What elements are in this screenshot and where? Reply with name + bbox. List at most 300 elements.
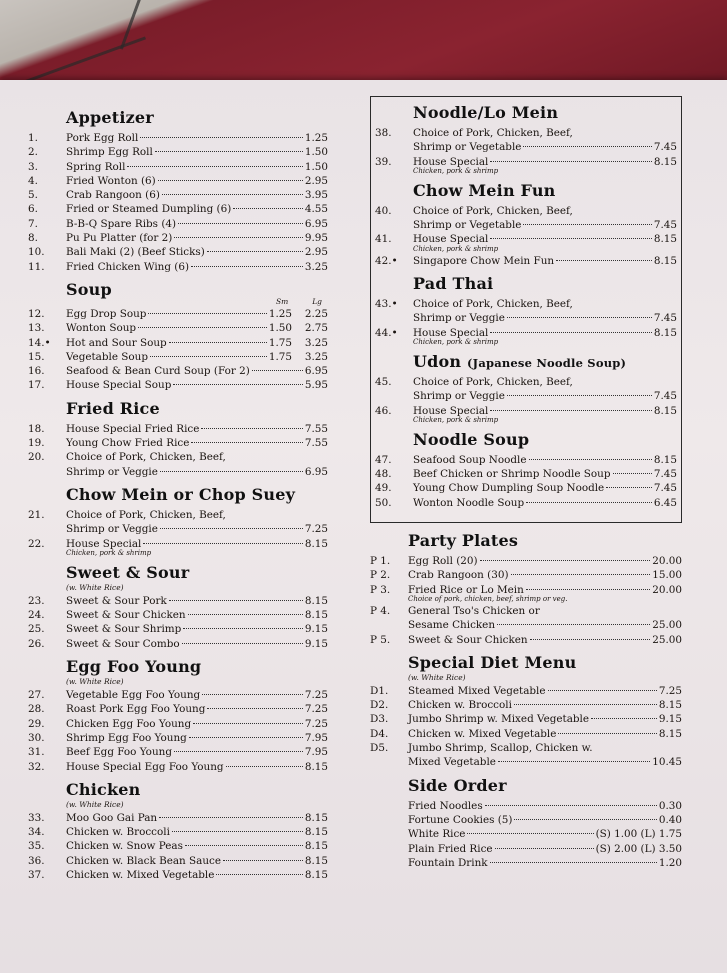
leader-dots bbox=[497, 624, 650, 625]
item-note: Choice of pork, chicken, beef, shrimp or veg. bbox=[408, 594, 568, 603]
item-number: 23. bbox=[28, 594, 45, 607]
menu-item bbox=[28, 378, 328, 392]
menu-item bbox=[28, 174, 328, 188]
item-description: Choice of Pork, Chicken, Beef, bbox=[413, 127, 573, 139]
item-number: D4. bbox=[370, 727, 389, 740]
item-price: 7.45 bbox=[653, 482, 677, 495]
right-column-lower bbox=[370, 531, 682, 870]
menu-item bbox=[375, 453, 677, 467]
egg-foo-young-heading bbox=[66, 657, 328, 676]
leader-dots bbox=[490, 862, 657, 863]
item-number: 20. bbox=[28, 451, 45, 464]
special-diet-heading bbox=[408, 653, 682, 672]
item-number: 21. bbox=[28, 508, 45, 521]
item-name: Chicken w. Broccoli bbox=[408, 699, 512, 712]
menu-item bbox=[370, 842, 682, 856]
item-row bbox=[66, 422, 328, 436]
item-price: 1.50 bbox=[304, 160, 328, 173]
item-row bbox=[408, 618, 682, 632]
menu-item bbox=[28, 868, 328, 882]
item-row bbox=[66, 839, 328, 853]
item-number: 48. bbox=[375, 468, 392, 481]
item-row bbox=[408, 684, 682, 698]
leader-dots bbox=[202, 694, 303, 695]
pad-thai-list bbox=[375, 297, 677, 346]
menu-item bbox=[370, 827, 682, 841]
item-price: 7.25 bbox=[304, 717, 328, 730]
leader-dots bbox=[160, 528, 303, 529]
item-number: D1. bbox=[370, 684, 389, 697]
item-price: 8.15 bbox=[304, 854, 328, 867]
leader-dots bbox=[613, 473, 652, 474]
item-row bbox=[66, 245, 328, 259]
item-row bbox=[66, 260, 328, 274]
item-number: 28. bbox=[28, 703, 45, 716]
menu-item bbox=[375, 481, 677, 495]
item-description: Choice of Pork, Chicken, Beef, bbox=[413, 204, 573, 217]
noodle-soup-list bbox=[375, 453, 677, 510]
right-column bbox=[370, 96, 682, 876]
leader-dots bbox=[523, 224, 651, 225]
item-price: 8.15 bbox=[653, 326, 677, 339]
item-number: 16. bbox=[28, 365, 45, 378]
item-price: 7.55 bbox=[304, 437, 328, 450]
leader-dots bbox=[162, 194, 303, 195]
item-name: B-B-Q Spare Ribs (4) bbox=[66, 217, 177, 230]
item-row bbox=[66, 745, 328, 759]
item-price: 7.25 bbox=[658, 684, 682, 697]
sweet-sour-heading bbox=[66, 563, 328, 582]
item-row bbox=[66, 825, 328, 839]
udon-list bbox=[375, 375, 677, 424]
menu-item bbox=[28, 854, 328, 868]
leader-dots bbox=[507, 317, 652, 318]
item-description: General Tso's Chicken or bbox=[408, 604, 540, 617]
item-number: D5. bbox=[370, 742, 389, 755]
left-column bbox=[28, 108, 328, 888]
leader-dots bbox=[556, 260, 652, 261]
item-price: 1.25 bbox=[304, 132, 328, 144]
soup-list bbox=[28, 307, 328, 393]
leader-dots bbox=[189, 737, 303, 738]
leader-dots bbox=[526, 589, 650, 590]
item-name: Shrimp or Veggie bbox=[66, 523, 158, 536]
section-title: Noodle/Lo Mein bbox=[413, 103, 559, 122]
item-price: (S) 1.00 (L) 1.75 bbox=[595, 828, 682, 841]
leader-dots bbox=[185, 845, 303, 846]
section-title: Chow Mein Fun bbox=[413, 180, 556, 200]
item-number: 3. bbox=[28, 160, 38, 173]
menu-item bbox=[28, 839, 328, 853]
section-title: Noodle Soup bbox=[413, 429, 530, 449]
item-price: 7.25 bbox=[304, 703, 328, 716]
leader-dots bbox=[191, 442, 302, 443]
item-row bbox=[66, 188, 328, 202]
item-price: 7.55 bbox=[304, 422, 328, 435]
item-price: 5.95 bbox=[304, 379, 328, 392]
item-name: Shrimp or Vegetable bbox=[413, 219, 522, 232]
section-title: Side Order bbox=[408, 775, 507, 795]
item-number: 8. bbox=[28, 232, 38, 245]
party-plates-list bbox=[370, 554, 682, 647]
item-number: 30. bbox=[28, 731, 45, 744]
leader-dots bbox=[174, 751, 303, 752]
item-row bbox=[66, 336, 328, 350]
item-name: House Special Fried Rice bbox=[66, 422, 200, 435]
leader-dots bbox=[148, 313, 266, 314]
menu-item bbox=[370, 741, 682, 770]
item-price: 7.45 bbox=[653, 219, 677, 232]
section-title: Fried Rice bbox=[66, 398, 160, 418]
item-number: 46. bbox=[375, 404, 392, 417]
item-price: 8.15 bbox=[653, 453, 677, 466]
section-title: Egg Foo Young bbox=[66, 657, 202, 677]
item-name: Fried Rice or Lo Mein bbox=[408, 583, 524, 596]
item-price: 8.15 bbox=[304, 594, 328, 607]
item-name: Crab Rangoon (6) bbox=[66, 189, 160, 202]
appetizer-heading bbox=[66, 108, 328, 127]
item-price: 1.50 bbox=[268, 322, 292, 335]
item-row bbox=[66, 378, 328, 392]
item-name: House Special bbox=[413, 326, 489, 339]
side-order-list bbox=[370, 799, 682, 870]
item-price: 6.45 bbox=[653, 496, 677, 509]
item-price: 7.45 bbox=[653, 312, 677, 325]
item-row bbox=[408, 727, 682, 741]
menu-item bbox=[375, 496, 677, 510]
item-name: Sweet & Sour Combo bbox=[66, 637, 180, 650]
menu-item bbox=[375, 254, 677, 268]
leader-dots bbox=[182, 643, 303, 644]
item-row bbox=[66, 622, 328, 636]
leader-dots bbox=[490, 238, 651, 239]
item-name: Chicken w. Mixed Vegetable bbox=[66, 868, 215, 881]
item-price: 8.15 bbox=[304, 537, 328, 550]
menu-item bbox=[28, 364, 328, 378]
item-price: 8.15 bbox=[304, 868, 328, 881]
menu-item bbox=[28, 450, 328, 479]
leader-dots bbox=[548, 690, 657, 691]
leader-dots bbox=[467, 833, 593, 834]
menu-item bbox=[28, 637, 328, 651]
leader-dots bbox=[138, 327, 267, 328]
leader-dots bbox=[207, 251, 303, 252]
item-name: Sweet & Sour Chicken bbox=[408, 633, 528, 646]
item-name: Shrimp Egg Roll bbox=[66, 146, 153, 159]
item-number: 4. bbox=[28, 174, 38, 187]
item-description: Choice of Pork, Chicken, Beef, bbox=[413, 298, 573, 311]
item-name: Bali Maki (2) (Beef Sticks) bbox=[66, 246, 205, 259]
item-price: 7.45 bbox=[653, 468, 677, 481]
item-price: 7.25 bbox=[304, 689, 328, 702]
item-price: 7.95 bbox=[304, 746, 328, 759]
item-price: 3.25 bbox=[304, 260, 328, 273]
leader-dots bbox=[183, 628, 303, 629]
item-price: 9.15 bbox=[304, 623, 328, 636]
leader-dots bbox=[150, 356, 267, 357]
item-price: 9.15 bbox=[304, 637, 328, 650]
item-price: 2.95 bbox=[304, 246, 328, 259]
item-name: Beef Chicken or Shrimp Noodle Soup bbox=[413, 468, 611, 481]
leader-dots bbox=[140, 137, 303, 138]
item-number: 31. bbox=[28, 746, 45, 759]
item-note: Chicken, pork & shrimp bbox=[66, 548, 152, 557]
leader-dots bbox=[226, 766, 303, 767]
item-name: Shrimp or Veggie bbox=[413, 390, 505, 403]
leader-dots bbox=[498, 761, 650, 762]
item-row bbox=[413, 389, 677, 403]
chow-mein-fun-list bbox=[375, 204, 677, 268]
item-name: White Rice bbox=[408, 828, 466, 841]
item-price: 7.45 bbox=[653, 390, 677, 403]
item-price: (S) 2.00 (L) 3.50 bbox=[595, 842, 682, 855]
menu-item bbox=[28, 350, 328, 364]
leader-dots bbox=[606, 487, 652, 488]
item-row bbox=[413, 481, 677, 495]
menu-item bbox=[370, 712, 682, 726]
menu-item bbox=[28, 717, 328, 731]
item-row bbox=[408, 842, 682, 856]
item-price: 8.15 bbox=[304, 811, 328, 824]
item-price: 7.25 bbox=[304, 523, 328, 536]
item-row bbox=[66, 202, 328, 216]
item-name: Moo Goo Gai Pan bbox=[66, 811, 158, 824]
item-row bbox=[408, 799, 682, 813]
menu-item bbox=[28, 188, 328, 202]
section-title: Appetizer bbox=[66, 108, 154, 127]
leader-dots bbox=[495, 848, 594, 849]
item-number: 25. bbox=[28, 623, 45, 636]
leader-dots bbox=[127, 166, 302, 167]
leader-dots bbox=[173, 384, 302, 385]
menu-item bbox=[28, 594, 328, 608]
item-name: Spring Roll bbox=[66, 160, 126, 173]
menu-item bbox=[28, 160, 328, 174]
party-plates-heading bbox=[408, 531, 682, 550]
item-name: Seafood Soup Noodle bbox=[413, 453, 527, 466]
item-name: Pork Egg Roll bbox=[66, 132, 139, 144]
menu-item bbox=[28, 731, 328, 745]
item-name: Fortune Cookies (5) bbox=[408, 813, 513, 826]
item-price-large: 2.25 bbox=[304, 307, 328, 320]
item-price: 8.15 bbox=[304, 826, 328, 839]
menu-page bbox=[0, 80, 727, 973]
menu-item bbox=[28, 760, 328, 774]
item-price: 1.20 bbox=[658, 856, 682, 869]
item-row bbox=[66, 217, 328, 231]
item-row bbox=[413, 254, 677, 268]
menu-item bbox=[28, 260, 328, 274]
menu-item bbox=[370, 813, 682, 827]
item-name: Beef Egg Foo Young bbox=[66, 746, 172, 759]
section-title: Chow Mein or Chop Suey bbox=[66, 484, 296, 504]
item-row bbox=[66, 350, 328, 364]
item-name: Chicken w. Mixed Vegetable bbox=[408, 727, 557, 740]
section-title: Party Plates bbox=[408, 531, 519, 551]
leader-dots bbox=[252, 370, 303, 371]
chow-mein-list bbox=[28, 508, 328, 557]
item-name: House Special bbox=[413, 155, 489, 168]
menu-item bbox=[28, 321, 328, 335]
item-row bbox=[413, 218, 677, 232]
menu-item bbox=[370, 554, 682, 568]
leader-dots bbox=[507, 395, 652, 396]
leader-dots bbox=[485, 805, 657, 806]
section-note: (w. White Rice) bbox=[66, 799, 124, 809]
tabletop-background bbox=[0, 0, 727, 90]
pad-thai-heading bbox=[413, 274, 677, 293]
item-price: 25.00 bbox=[652, 633, 682, 646]
item-number: P 4. bbox=[370, 604, 391, 617]
size-label: Lg bbox=[312, 296, 322, 306]
item-row bbox=[413, 453, 677, 467]
item-name: Sweet & Sour Chicken bbox=[66, 609, 186, 622]
item-number: 37. bbox=[28, 868, 45, 881]
item-row bbox=[66, 811, 328, 825]
size-label: Sm bbox=[275, 296, 289, 306]
item-name: Sweet & Sour Pork bbox=[66, 594, 167, 607]
item-number: 7. bbox=[28, 217, 38, 230]
leader-dots bbox=[233, 208, 303, 209]
section-title: Sweet & Sour bbox=[66, 562, 190, 582]
item-number: 29. bbox=[28, 717, 45, 730]
item-number: D3. bbox=[370, 713, 389, 726]
item-row bbox=[66, 307, 328, 321]
item-price: 1.50 bbox=[304, 146, 328, 159]
item-row bbox=[66, 231, 328, 245]
item-row bbox=[66, 637, 328, 651]
noodle-soup-heading bbox=[413, 430, 677, 449]
item-name: Fountain Drink bbox=[408, 856, 488, 869]
item-name: Young Chow Fried Rice bbox=[66, 437, 190, 450]
menu-item bbox=[375, 232, 677, 252]
chow-mein-heading bbox=[66, 485, 328, 504]
leader-dots bbox=[514, 819, 656, 820]
item-name: House Special bbox=[66, 537, 142, 550]
menu-item bbox=[375, 326, 677, 346]
leader-dots bbox=[155, 151, 303, 152]
item-row bbox=[66, 594, 328, 608]
item-row bbox=[408, 755, 682, 769]
item-row bbox=[408, 712, 682, 726]
item-number: 34. bbox=[28, 826, 45, 839]
item-name: Vegetable Egg Foo Young bbox=[66, 689, 201, 702]
menu-item bbox=[370, 568, 682, 582]
leader-dots bbox=[591, 718, 657, 719]
item-row bbox=[66, 131, 328, 145]
item-number: 6. bbox=[28, 203, 38, 216]
item-number: 1. bbox=[28, 132, 38, 144]
item-number: 5. bbox=[28, 189, 38, 202]
menu-item bbox=[370, 583, 682, 603]
item-row bbox=[66, 608, 328, 622]
chow-mein-fun-heading bbox=[413, 181, 677, 200]
item-description: Jumbo Shrimp, Scallop, Chicken w. bbox=[408, 742, 593, 755]
item-price-large: 2.75 bbox=[304, 322, 328, 335]
leader-dots bbox=[188, 614, 303, 615]
item-price: 9.95 bbox=[304, 232, 328, 245]
leader-dots bbox=[160, 471, 303, 472]
item-row bbox=[408, 856, 682, 870]
menu-item bbox=[28, 217, 328, 231]
menu-item bbox=[28, 245, 328, 259]
item-price: 8.15 bbox=[653, 254, 677, 267]
item-price: 8.15 bbox=[653, 155, 677, 168]
section-title: Soup bbox=[66, 279, 112, 299]
item-name: Roast Pork Egg Foo Young bbox=[66, 703, 206, 716]
item-row bbox=[66, 731, 328, 745]
noodle-lo-mein-heading bbox=[413, 103, 677, 122]
leader-dots bbox=[174, 237, 303, 238]
item-name: Fried Wonton (6) bbox=[66, 174, 156, 187]
item-price-large: 3.25 bbox=[304, 350, 328, 363]
fried-rice-list bbox=[28, 422, 328, 479]
item-row bbox=[408, 554, 682, 568]
item-note: Chicken, pork & shrimp bbox=[413, 244, 499, 253]
menu-item bbox=[28, 336, 328, 350]
item-number: 13. bbox=[28, 322, 45, 335]
item-row bbox=[408, 698, 682, 712]
item-number: P 2. bbox=[370, 569, 391, 582]
menu-item bbox=[370, 604, 682, 633]
item-number: 10. bbox=[28, 246, 45, 259]
item-name: Chicken Egg Foo Young bbox=[66, 717, 192, 730]
item-price: 1.75 bbox=[268, 350, 292, 363]
item-row bbox=[66, 760, 328, 774]
item-name: Chicken w. Black Bean Sauce bbox=[66, 854, 222, 867]
item-price: 8.15 bbox=[653, 233, 677, 246]
item-number: 27. bbox=[28, 689, 45, 702]
item-row bbox=[66, 522, 328, 536]
leader-dots bbox=[216, 874, 302, 875]
menu-item bbox=[28, 202, 328, 216]
section-title: Special Diet Menu bbox=[408, 652, 577, 672]
section-note: (w. White Rice) bbox=[66, 582, 124, 592]
item-price: 1.75 bbox=[268, 336, 292, 349]
menu-item bbox=[28, 825, 328, 839]
item-price: 6.95 bbox=[304, 365, 328, 378]
item-price: 2.95 bbox=[304, 174, 328, 187]
item-row bbox=[413, 496, 677, 510]
leader-dots bbox=[193, 723, 303, 724]
item-name: Crab Rangoon (30) bbox=[408, 569, 509, 582]
item-row bbox=[66, 174, 328, 188]
item-row bbox=[413, 311, 677, 325]
item-price: 7.45 bbox=[653, 141, 677, 154]
item-row bbox=[66, 688, 328, 702]
leader-dots bbox=[178, 223, 303, 224]
item-price: 20.00 bbox=[652, 555, 682, 568]
item-note: Chicken, pork & shrimp bbox=[413, 415, 499, 424]
menu-item bbox=[28, 145, 328, 159]
item-price: 0.40 bbox=[658, 813, 682, 826]
section-title: Chicken bbox=[66, 779, 141, 799]
item-price: 3.95 bbox=[304, 189, 328, 202]
item-name: Steamed Mixed Vegetable bbox=[408, 684, 546, 697]
item-price: 8.15 bbox=[658, 699, 682, 712]
item-name: Chicken w. Broccoli bbox=[66, 826, 170, 839]
menu-item bbox=[28, 745, 328, 759]
item-row bbox=[408, 568, 682, 582]
item-name: Shrimp Egg Foo Young bbox=[66, 731, 187, 744]
item-row bbox=[66, 145, 328, 159]
item-row bbox=[66, 321, 328, 335]
item-name: Egg Roll (20) bbox=[408, 555, 478, 568]
menu-item bbox=[28, 307, 328, 321]
item-name: Shrimp or Veggie bbox=[66, 465, 158, 478]
leader-dots bbox=[207, 708, 302, 709]
menu-item bbox=[28, 508, 328, 537]
